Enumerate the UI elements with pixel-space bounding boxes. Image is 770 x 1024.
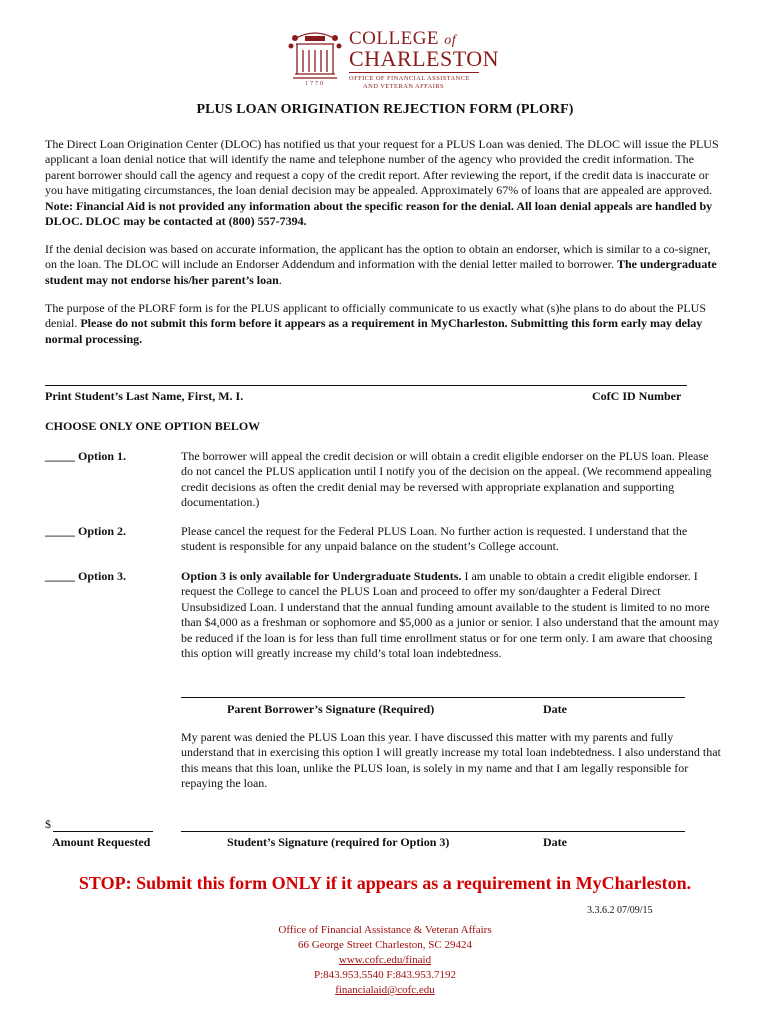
footer-address: 66 George Street Charleston, SC 29424 [298, 939, 472, 951]
amount-dollar-sign: $ [45, 817, 51, 831]
footer-email-link[interactable]: financialaid@cofc.edu [335, 984, 435, 996]
college-seal-icon [287, 28, 343, 86]
choose-option-heading: CHOOSE ONLY ONE OPTION BELOW [45, 419, 261, 433]
option-3-checkline[interactable]: _____ Option 3. [45, 569, 127, 583]
logo-office-line2: AND VETERAN AFFAIRS [363, 83, 445, 90]
student-name-label: Print Student’s Last Name, First, M. I. [45, 389, 244, 403]
form-version: 3.3.6.2 07/09/15 [587, 905, 653, 916]
logo-divider [349, 72, 479, 73]
form-title: PLUS LOAN ORIGINATION REJECTION FORM (PLORF) [196, 102, 574, 117]
endorser-paragraph: If the denial decision was based on accurate information, the applicant has the option to obtain an endorser, which is similar to a co-signer, on the loan. The DLOC will include an Endorser Addendum and information with the denial letter mailed to borrower. The undergraduate student may not endorse his/her parent’s loan. [45, 242, 717, 287]
intro-paragraph: The Direct Loan Origination Center (DLOC) has notified us that your request for a PLUS Loan was denied. The DLOC will issue the PLUS applicant a loan denial notice that will identify the name and telephone number of the agency who provided the credit information. The parent borrower should call the agency and request a copy of the credit report. After reviewing the report, if the credit data is inaccurate or you have mitigating circumstances, the loan denial decision may be appealed. Approximately 67% of loans that are appealed are approved. Note: Financial Aid is not provided any information about the specific reason for the denial. All loan denial appeals are handled by DLOC. DLOC may be contacted at (800) 557-7394. [45, 137, 719, 229]
footer-contact [0, 923, 770, 998]
logo-year: 1770 [305, 81, 325, 86]
purpose-paragraph: The purpose of the PLORF form is for the PLUS applicant to officially communicate to us exactly what (s)he plans to do about the PLUS denial. Please do not submit this form before it appears as a requirement in MyCharleston. Submitting this form early may delay normal processing. [45, 301, 706, 346]
student-statement: My parent was denied the PLUS Loan this year. I have discussed this matter with my parents and fully understand that in exercising this option I will greatly increase my total loan indebtedness. I also understand that this means that this loan, unlike the PLUS loan, is solely in my name and that I am legally responsible for repaying the loan. [181, 730, 721, 791]
option-1-text: The borrower will appeal the credit decision or will obtain a credit eligible endorser on the PLUS loan. Please do not cancel the PLUS application until I notify you of the decision on the appeal. (We recommend appealing credit decisions as often the credit denial may be reversed with appropriate explanation and supporting documentation.) [181, 449, 712, 510]
option-2-checkline[interactable]: _____ Option 2. [45, 524, 127, 538]
option-1-checkline[interactable]: _____ Option 1. [45, 449, 127, 463]
student-date-label: Date [543, 835, 567, 849]
parent-signature-line[interactable] [181, 697, 685, 698]
cofc-id-label: CofC ID Number [592, 389, 682, 403]
logo-charleston-text: CHARLESTON [349, 46, 500, 71]
student-signature-line[interactable] [181, 831, 685, 832]
footer-phone-fax: P:843.953.5540 F:843.953.7192 [313, 969, 457, 981]
student-name-line[interactable] [45, 385, 687, 386]
option-2-text: Please cancel the request for the Federal PLUS Loan. No further action is requested. I understand that the student is responsible for any unpaid balance on the student’s College account. [181, 524, 688, 554]
footer-office: Office of Financial Assistance & Veteran Affairs [278, 924, 492, 936]
parent-date-label: Date [543, 702, 567, 716]
student-signature-label: Student’s Signature (required for Option 3) [227, 835, 450, 849]
option-3-text: Option 3 is only available for Undergraduate Students. I am unable to obtain a credit eligible endorser. I request the College to cancel the PLUS Loan and proceed to offer my son/daughter a Federal Direct Unsubsidized Loan. I understand that the annual funding amount available to the student is limited to no more than $4,000 as a freshman or sophomore and $5,000 as a junior or senior. I also understand that the amount may be reduced if the loan is for less than full time enrollment status or for one term only. I am aware that choosing this option will greatly increase my child’s total loan indebtedness. [181, 569, 720, 661]
parent-signature-label: Parent Borrower’s Signature (Required) [227, 702, 435, 716]
amount-requested-label: Amount Requested [52, 835, 151, 849]
stop-notice: STOP: Submit this form ONLY if it appears as a requirement in MyCharleston. [78, 873, 692, 893]
logo-college-text: COLLEGE of [349, 28, 457, 49]
footer-website-link[interactable]: www.cofc.edu/finaid [338, 954, 432, 966]
logo-office-line1: OFFICE OF FINANCIAL ASSISTANCE [349, 75, 470, 82]
amount-requested-line[interactable] [53, 831, 153, 832]
college-logo [287, 28, 500, 90]
